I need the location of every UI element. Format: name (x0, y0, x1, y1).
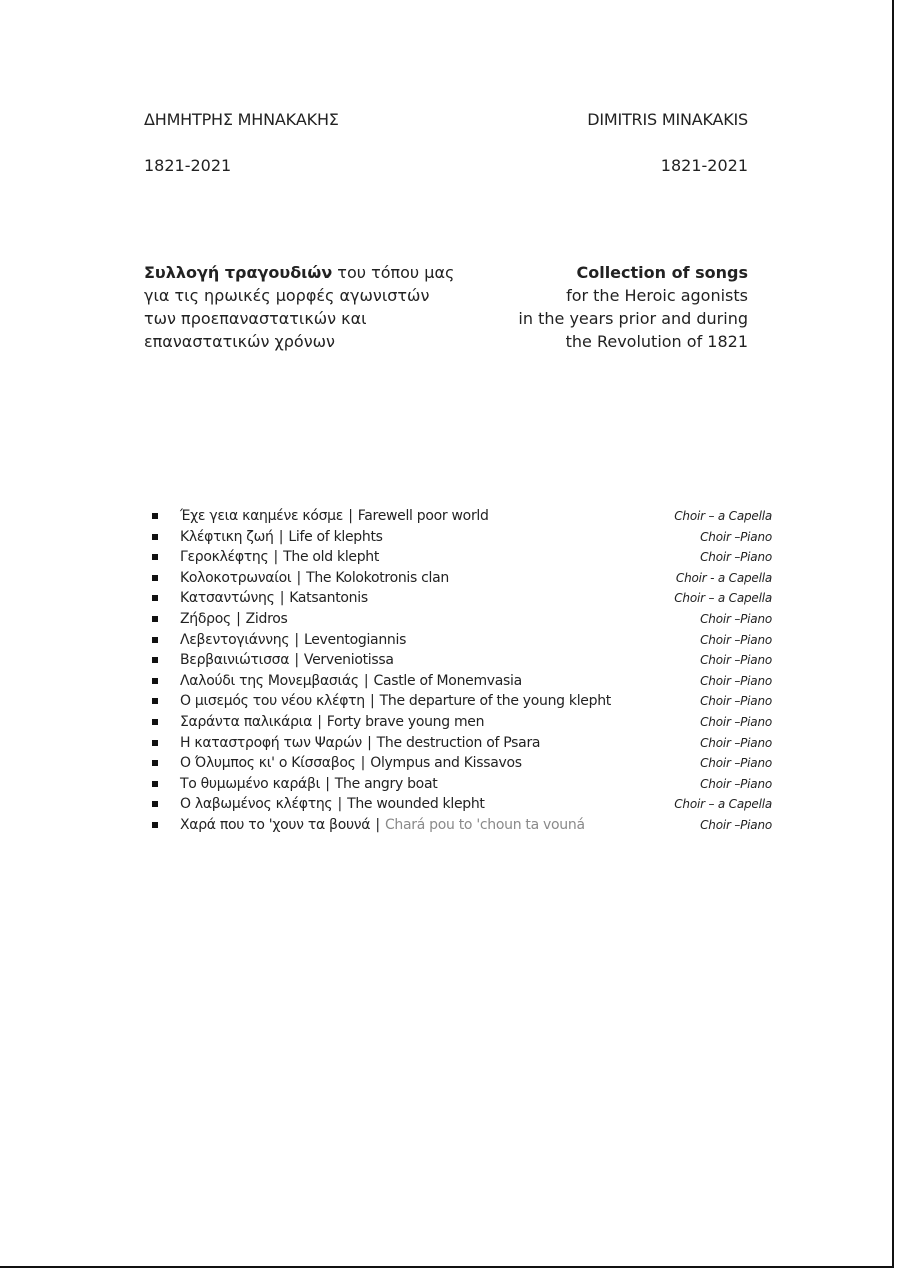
song-title-greek: Γεροκλέφτης (180, 549, 269, 566)
subtitle-greek-line-1 (144, 261, 454, 284)
song-title-english: Life of klephts (288, 528, 383, 545)
subtitle-english (518, 261, 748, 353)
song-scoring: Choir –Piano (700, 529, 772, 544)
bullet-square-icon (152, 678, 158, 684)
song-title (180, 547, 379, 567)
song-title-english: Verveniotissa (303, 652, 394, 669)
title-separator: | (317, 713, 322, 730)
title-separator: | (278, 528, 284, 545)
author-name-greek: ΔΗΜΗΤΡΗΣ ΜΗΝΑΚΑΚΗΣ (144, 110, 339, 129)
song-list-item (148, 568, 776, 589)
song-list-item (148, 691, 776, 712)
song-list-item (148, 506, 776, 527)
song-title-greek: Σαράντα παλικάρια (180, 713, 313, 730)
subtitle-greek-bold: Συλλογή τραγουδιών (144, 263, 333, 282)
song-scoring: Choir – a Capella (674, 797, 772, 812)
song-title-greek: Έχε γεια καημένε κόσμε (180, 508, 344, 524)
title-separator: | (296, 569, 301, 586)
song-title (180, 506, 489, 526)
song-title-english: Zidros (245, 610, 288, 627)
song-title-greek: Κατσαντώνης (180, 590, 275, 607)
title-separator: | (348, 508, 353, 524)
song-title-greek: Το θυμωμένο καράβι (180, 775, 321, 792)
bullet-square-icon (152, 822, 158, 828)
title-separator: | (360, 755, 366, 772)
title-separator: | (370, 693, 375, 710)
subtitle-english-line-4: the Revolution of 1821 (565, 332, 748, 351)
song-title (180, 691, 611, 711)
title-separator: | (273, 549, 278, 566)
bullet-square-icon (152, 740, 158, 746)
song-list-item (148, 630, 776, 651)
song-title (180, 753, 522, 773)
song-list-item (148, 650, 776, 671)
song-title-greek: Λεβεντογιάννης (180, 631, 290, 648)
subtitle-greek-line-4: επαναστατικών χρόνων (144, 332, 335, 351)
song-title-greek: Ο μισεμός του νέου κλέφτη (180, 693, 365, 710)
song-title-english: Forty brave young men (326, 713, 485, 730)
song-title (180, 794, 485, 814)
song-title-greek: Κολοκοτρωναίοι (180, 569, 292, 586)
title-separator: | (294, 631, 299, 648)
song-list-item (148, 733, 776, 754)
subtitle-english-line-2: for the Heroic agonists (566, 286, 748, 305)
song-title-english: Olympus and Kissavos (370, 755, 522, 772)
song-scoring: Choir –Piano (700, 756, 772, 771)
song-scoring: Choir –Piano (700, 611, 772, 626)
song-title-english: Farewell poor world (357, 508, 489, 524)
song-title-greek: Η καταστροφή των Ψαρών (180, 734, 362, 751)
song-title-greek: Χαρά που το 'χουν τα βουνά (180, 816, 371, 833)
song-title (180, 568, 449, 588)
subtitle-greek (144, 261, 454, 353)
subtitle-english-bold: Collection of songs (576, 263, 748, 282)
title-separator: | (337, 796, 342, 813)
song-scoring: Choir –Piano (700, 776, 772, 791)
bullet-square-icon (152, 616, 158, 622)
subtitle-english-line-1 (518, 261, 748, 284)
song-scoring: Choir –Piano (700, 714, 772, 729)
title-separator: | (294, 652, 299, 669)
song-scoring: Choir –Piano (700, 632, 772, 647)
song-title-english: The angry boat (334, 775, 438, 792)
song-list-item (148, 815, 776, 836)
song-list-item (148, 671, 776, 692)
bullet-square-icon (152, 534, 158, 540)
song-title-greek: Λαλούδι της Μονεμβασιάς (180, 672, 359, 689)
song-list-item (148, 794, 776, 815)
song-title-english: The departure of the young klepht (379, 693, 611, 710)
song-title-greek: Κλέφτικη ζωή (180, 528, 274, 545)
title-separator: | (363, 672, 369, 689)
bullet-square-icon (152, 554, 158, 560)
song-title-greek: Ζήδρος (180, 610, 231, 627)
song-list-item (148, 609, 776, 630)
subtitle-greek-line-2: για τις ηρωικές μορφές αγωνιστών (144, 286, 430, 305)
song-list (148, 506, 776, 836)
song-title (180, 774, 437, 794)
bullet-square-icon (152, 781, 158, 787)
song-list-item (148, 547, 776, 568)
song-title-english: Castle of Monemvasia (373, 672, 522, 689)
years-greek: 1821-2021 (144, 156, 232, 175)
bullet-square-icon (152, 595, 158, 601)
song-title-english: Leventogiannis (303, 631, 407, 648)
song-list-item (148, 774, 776, 795)
song-scoring: Choir –Piano (700, 694, 772, 709)
song-title-english: The Kolokotronis clan (306, 569, 449, 586)
bullet-square-icon (152, 801, 158, 807)
song-scoring: Choir –Piano (700, 653, 772, 668)
song-scoring: Choir – a Capella (674, 509, 772, 523)
song-title (180, 588, 368, 608)
subtitle-english-line-3: in the years prior and during (518, 309, 748, 328)
subtitle-greek-rest: του τόπου μας (332, 263, 455, 282)
title-separator: | (325, 775, 330, 792)
song-list-item (148, 527, 776, 548)
subtitle-greek-line-3: των προεπαναστατικών και (144, 309, 367, 328)
bullet-square-icon (152, 719, 158, 725)
song-title-greek: Βερβαινιώτισσα (180, 652, 290, 669)
title-separator: | (375, 816, 380, 833)
song-title (180, 671, 522, 691)
song-title-english: Katsantonis (289, 590, 368, 607)
song-title (180, 815, 585, 835)
song-title (180, 650, 394, 670)
song-list-item (148, 712, 776, 733)
title-separator: | (367, 734, 372, 751)
song-scoring: Choir –Piano (700, 735, 772, 750)
title-separator: | (279, 590, 285, 607)
author-name-english: DIMITRIS MINAKAKIS (587, 110, 748, 129)
song-title-english: Chará pou to 'choun ta vouná (384, 816, 585, 833)
song-title (180, 630, 406, 650)
song-scoring: Choir –Piano (700, 550, 772, 565)
song-title (180, 712, 484, 732)
song-title (180, 527, 383, 547)
song-title-english: The destruction of Psara (376, 734, 541, 751)
bullet-square-icon (152, 513, 158, 519)
song-title-greek: Ο λαβωμένος κλέφτης (180, 796, 333, 813)
song-scoring: Choir - a Capella (675, 570, 772, 585)
song-title (180, 609, 288, 629)
bullet-square-icon (152, 657, 158, 663)
song-list-item (148, 753, 776, 774)
song-title-english: The wounded klepht (347, 796, 485, 813)
song-scoring: Choir – a Capella (674, 591, 772, 606)
song-list-item (148, 588, 776, 609)
bullet-square-icon (152, 637, 158, 643)
song-title-greek: Ο Όλυμπος κι' ο Κίσσαβος (180, 755, 356, 772)
title-separator: | (236, 610, 241, 627)
bullet-square-icon (152, 760, 158, 766)
song-scoring: Choir –Piano (700, 673, 772, 688)
song-title-english: The old klepht (283, 549, 380, 566)
years-english: 1821-2021 (660, 156, 748, 175)
song-scoring: Choir –Piano (700, 817, 772, 832)
bullet-square-icon (152, 698, 158, 704)
bullet-square-icon (152, 575, 158, 581)
song-title (180, 733, 540, 753)
